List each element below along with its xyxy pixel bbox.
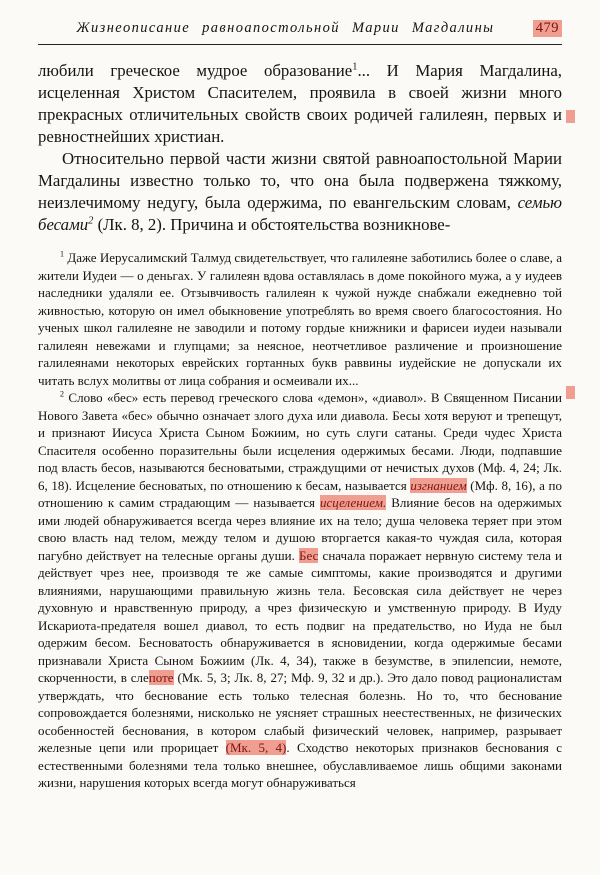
main-text: [38, 60, 562, 236]
footnote-1: $^1$ Даже Иерусалимский Талмуд свидетельствует, что галилеяне заботились более о славе, а жители Иудеи — о деньгах. У галилеян вдова оставлялась в доме покойного мужа, а у иудеев наследники удаляли ее. Отзывчивость галилеян к чужой нужде снабжали ежедневно той живностью, которую он имел обыкновение употреблять во время своего благосостояния. Но ученых школ галилеяне не заводили и потому гордые книжники и фарисеи иудеи называли галилеян невежами и глупцами; за неясное, неотчетливое различение и произношение галилеянами некоторых еврейских гортанных букв раввины иудейские не допускали их читать вслух молитвы от лица собрания и осмеивали их...: [38, 249, 562, 388]
footnote-2: $^2$ Слово «бес» есть перевод греческого слова «демон», «диавол». В Священном Писании Нового Завета «бес» обычно означает злого духа или диавола. Бесы хотя веруют и трепещут, и признают Иисуса Христа Сыном Божиим, но суть слуги сатаны. Среди чудес Христа Спасителя особенно поразительны были исцеления одержимых бесами. Люди, подпавшие под власть бесов, называются бесноватыми, страждущими от нечистых духов (Мф. 4, 24; Лк. 6, 18). Исцеление бесноватых, по отношению к бесам, называется изгнанием (Мф. 8, 16), а по отношению к самим страдающим — называется исцелением. Влияние бесов на одержимых ими людей обнаруживается всегда через влияние их на тело; душа человека теряет при этом свою власть над телом, между телом и душою вторгается какая-то чуждая сила, которая пагубно действует на телесные органы души. Бес сначала поражает нервную систему тела и действует чрез нее, производя те же самые симптомы, какие производятся и другими влияниями, нарушающими правильную жизнь тела. Бесовская сила действует не через духовную и нравственную природу, а чрез физическую и умственную природу. В Иуду Искариота-предателя вошел диавол, то есть подвиг на предательство, но Иуда не был одержим бесом. Бесноватость обнаруживается в ясновидении, когда одержимые бесами признавали Христа Сыном Божиим (Лк. 4, 34), также в безумстве, в эпилепсии, немоте, скорченности, в слепоте (Мк. 5, 3; Лк. 8, 27; Мф. 9, 32 и др.). Это дало повод рационалистам утверждать, что беснование есть только телесная болезнь. Но то, что беснование сопровождается болезнями, нисколько не уясняет страшных неестественных, не физических особенностей беснования, в котором слабый физический человек, например, разрывает железные цепи или прорицает (Мк. 5, 4). Сходство некоторых признаков беснования с естественными болезнями тела только внешнее, обуславливаемое лишь общими законами жизни, нарушения которых всегда могут обнаруживаться: [38, 389, 563, 790]
paragraph-2: Относительно первой части жизни святой равноапостольной Марии Магдалины известно только то, что она была подвержена тяжкому, неизлечимому недугу, была одержима, по евангельским словам, семью бесами$^2$ (Лк. 8, 2). Причина и обстоятельства возникнове-: [38, 149, 562, 234]
page-number: 479: [533, 20, 562, 37]
paragraph-1: любили греческое мудрое образование$^1$... И Мария Магдалина, исцеленная Христом Спасителем, проявила в своей жизни много прекрасных отличительных свойств своих родичей галилеян, первых и ревностнейших христиан.: [38, 61, 562, 146]
header-rule: [38, 44, 562, 45]
page-header: [38, 20, 562, 37]
margin-mark-1: [566, 110, 575, 123]
footnotes-section: [38, 249, 562, 792]
running-title: Жизнеописание равноапостольной Марии Магдалины: [76, 20, 495, 36]
margin-mark-2: [566, 386, 575, 399]
